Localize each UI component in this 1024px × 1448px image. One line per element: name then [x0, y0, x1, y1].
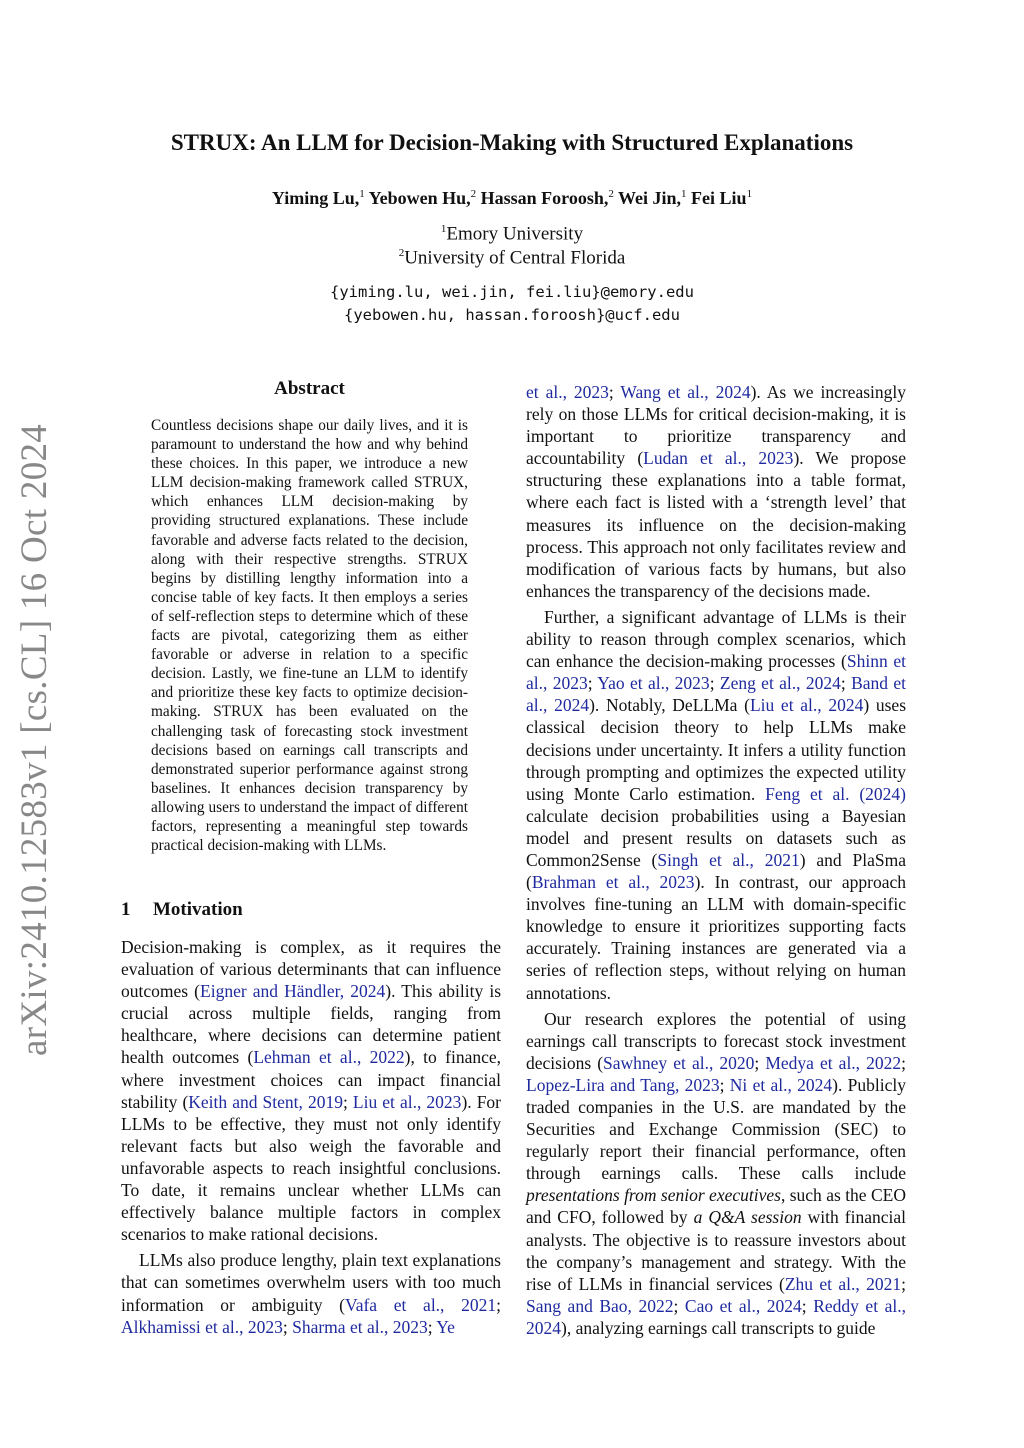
text-run: ;	[282, 1316, 293, 1337]
text-run: ;	[709, 673, 720, 694]
citation-link[interactable]: Lopez-Lira and Tang, 2023	[526, 1074, 720, 1095]
citation-link[interactable]: Lehman et al., 2022	[253, 1047, 405, 1068]
text-run: ;	[754, 1052, 766, 1073]
body-paragraph	[526, 381, 906, 602]
text-run: ). This ability is crucial across multiple fields, ranging from healthcare, where decisions can determine patient health outcomes (	[121, 981, 502, 1068]
citation-link[interactable]: et al., 2023	[526, 382, 609, 402]
text-run: ) uses classical decision theory to help LLMs make decisions under uncertainty. It infers a utility function through prompting and optimizes the expected utility using Monte Carlo estimation.	[526, 695, 907, 804]
author: Fei Liu$^1$	[691, 188, 753, 208]
text-run: ;	[608, 382, 621, 402]
author: Yiming Lu,$^1$	[271, 188, 365, 208]
section-heading: 1 Motivation	[121, 899, 243, 920]
text-run: ). Publicly traded companies in the U.S. are mandated by the Securities and Exchange Commission (SEC) to regularly report their financial performance, often through earnings calls. These calls include	[526, 1074, 906, 1184]
author: Yebowen Hu,$^2$	[368, 188, 477, 208]
citation-link[interactable]: Zhu et al., 2021	[784, 1273, 902, 1294]
citation-link[interactable]: Zeng et al., 2024	[719, 673, 841, 694]
body-paragraph	[121, 1249, 501, 1337]
paper-title: STRUX: An LLM for Decision-Making with Structured Explanations	[170, 130, 854, 155]
text-run: presentations from senior executives	[526, 1185, 781, 1206]
text-run: calculate decision probabilities using a Bayesian model and present results on datasets such as Common2Sense (	[526, 805, 906, 870]
text-run: , such as the CEO and CFO, followed by	[526, 1185, 906, 1228]
right-column-body	[526, 381, 906, 1339]
citation-link[interactable]: Liu et al., 2024	[749, 695, 864, 716]
text-run: ). In contrast, our approach involves fine-tuning an LLM with domain-specific knowledge to ensure it prioritizes supporting facts accurately. Training instances are generated via a series of reflection steps, without relying on human annotations.	[526, 872, 907, 1003]
text-run: ). As we increasingly rely on those LLMs for critical decision-making, it is important to prioritize transparency and accountability (	[526, 382, 906, 469]
citation-link[interactable]: Medya et al., 2022	[765, 1052, 902, 1073]
abstract-heading: Abstract	[274, 378, 345, 399]
text-run: ;	[673, 1295, 685, 1316]
citation-link[interactable]: Sawhney et al., 2020	[603, 1052, 755, 1073]
citation-link[interactable]: Shinn et al., 2023	[526, 651, 906, 694]
text-run: a Q&A session	[693, 1207, 802, 1228]
citation-link[interactable]: Liu et al., 2023	[352, 1091, 462, 1112]
text-run: ;	[496, 1294, 501, 1315]
citation-link[interactable]: Ye	[436, 1316, 455, 1337]
citation-link[interactable]: Wang et al., 2024	[620, 382, 751, 402]
text-run: ;	[840, 673, 852, 694]
body-paragraph	[121, 936, 501, 1245]
email-line: {yiming.lu, wei.jin, fei.liu}@emory.edu	[330, 283, 694, 301]
citation-link[interactable]: Reddy et al., 2024	[526, 1295, 906, 1338]
author: Hassan Foroosh,$^2$	[480, 188, 614, 208]
citation-link[interactable]: Brahman et al., 2023	[531, 872, 695, 893]
text-run: ;	[901, 1273, 906, 1294]
text-run: Our research explores the potential of using earnings call transcripts to forecast stock investment decisions (	[526, 1008, 906, 1073]
affiliation: $^2$University of Central Florida	[398, 247, 626, 269]
citation-link[interactable]: Yao et al., 2023	[597, 673, 710, 694]
text-run: ) and PlaSma (	[526, 849, 906, 893]
citation-link[interactable]: Sang and Bao, 2022	[526, 1295, 674, 1316]
text-run: Decision-making is complex, as it requires the evaluation of various determinants that can influence outcomes (	[121, 937, 501, 1002]
text-run: ;	[342, 1091, 353, 1112]
text-run: Further, a significant advantage of LLMs is their ability to reason through complex scenarios, which can enhance the decision-making processes (	[526, 606, 906, 672]
author: Wei Jin,$^1$	[618, 188, 687, 208]
text-run: ;	[719, 1074, 730, 1095]
abstract-body: Countless decisions shape our daily lives, and it is paramount to understand the how and why behind these choices. In this paper, we introduce a new LLM decision-making framework called STRUX, which enhances LLM decision-making by providing structured explanations. These include favorable and adverse facts related to the decision, along with their respective strengths. STRUX begins by distilling lengthy information into a concise table of key facts. It then employs a series of self-reflection steps to determine which of these facts are pivotal, categorizing them as either favorable or adverse in relation to a specific decision. Lastly, we fine-tune an LLM to identify and prioritize these key facts to optimize decision-making. STRUX has been evaluated on the challenging task of forecasting stock investment decisions based on earnings call transcripts and demonstrated superior performance against strong baselines. It enhances decision transparency by allowing users to understand the impact of different factors, representing a meaningful step towards practical decision-making with LLMs.	[151, 417, 468, 855]
text-run: ). For LLMs to be effective, they must not only identify relevant facts but also weigh the favorable and unfavorable aspects to reach insightful conclusions. To date, it remains unclear whether LLMs can effectively balance multiple factors in complex scenarios to make rational decisions.	[121, 1091, 502, 1245]
text-run: ). Notably, DeLLMa (	[589, 695, 750, 716]
text-run: ), analyzing earnings call transcripts to guide	[561, 1317, 876, 1338]
citation-link[interactable]: Keith and Stent, 2019	[188, 1091, 343, 1112]
citation-link[interactable]: Band et al., 2024	[526, 673, 906, 716]
citation-link[interactable]: Vafa et al., 2021	[345, 1294, 497, 1315]
text-run: ;	[801, 1295, 814, 1316]
left-column-body	[121, 936, 501, 1338]
email-line: {yebowen.hu, hassan.foroosh}@ucf.edu	[344, 306, 680, 324]
affiliation: $^1$Emory University	[440, 223, 584, 245]
text-run: ). We propose structuring these explanations into a table format, where each fact is listed with a ‘strength level’ that measures its influence on the decision-making process. This approach not only facilitates review and modification of various facts by humans, but also enhances the transparency of the decisions made.	[526, 448, 906, 601]
citation-link[interactable]: Ludan et al., 2023	[643, 448, 794, 469]
citation-link[interactable]: Cao et al., 2024	[684, 1295, 802, 1316]
text-run: ;	[427, 1316, 437, 1337]
text-run: LLMs also produce lengthy, plain text explanations that can sometimes overwhelm users with too much information or ambiguity (	[121, 1250, 501, 1315]
arxiv-stamp: arXiv:2410.12583v1 [cs.CL] 16 Oct 2024	[14, 423, 55, 1056]
citation-link[interactable]: Feng et al. (2024)	[765, 783, 906, 804]
text-run: ;	[587, 673, 598, 694]
text-run: ;	[901, 1052, 906, 1073]
body-paragraph	[526, 1008, 906, 1339]
citation-link[interactable]: Sharma et al., 2023	[292, 1316, 428, 1337]
text-run: ), to finance, where investment choices can impact financial stability (	[121, 1047, 501, 1112]
author-list	[0, 188, 1024, 209]
text-run: with financial analysts. The objective is to reassure investors about the company’s management and strategy. With the rise of LLMs in financial services (	[526, 1207, 907, 1294]
citation-link[interactable]: Singh et al., 2021	[657, 849, 800, 870]
citation-link[interactable]: Eigner and Händler, 2024	[200, 981, 386, 1002]
body-paragraph	[526, 606, 906, 1004]
citation-link[interactable]: Ni et al., 2024	[729, 1074, 833, 1095]
citation-link[interactable]: Alkhamissi et al., 2023	[121, 1316, 283, 1337]
